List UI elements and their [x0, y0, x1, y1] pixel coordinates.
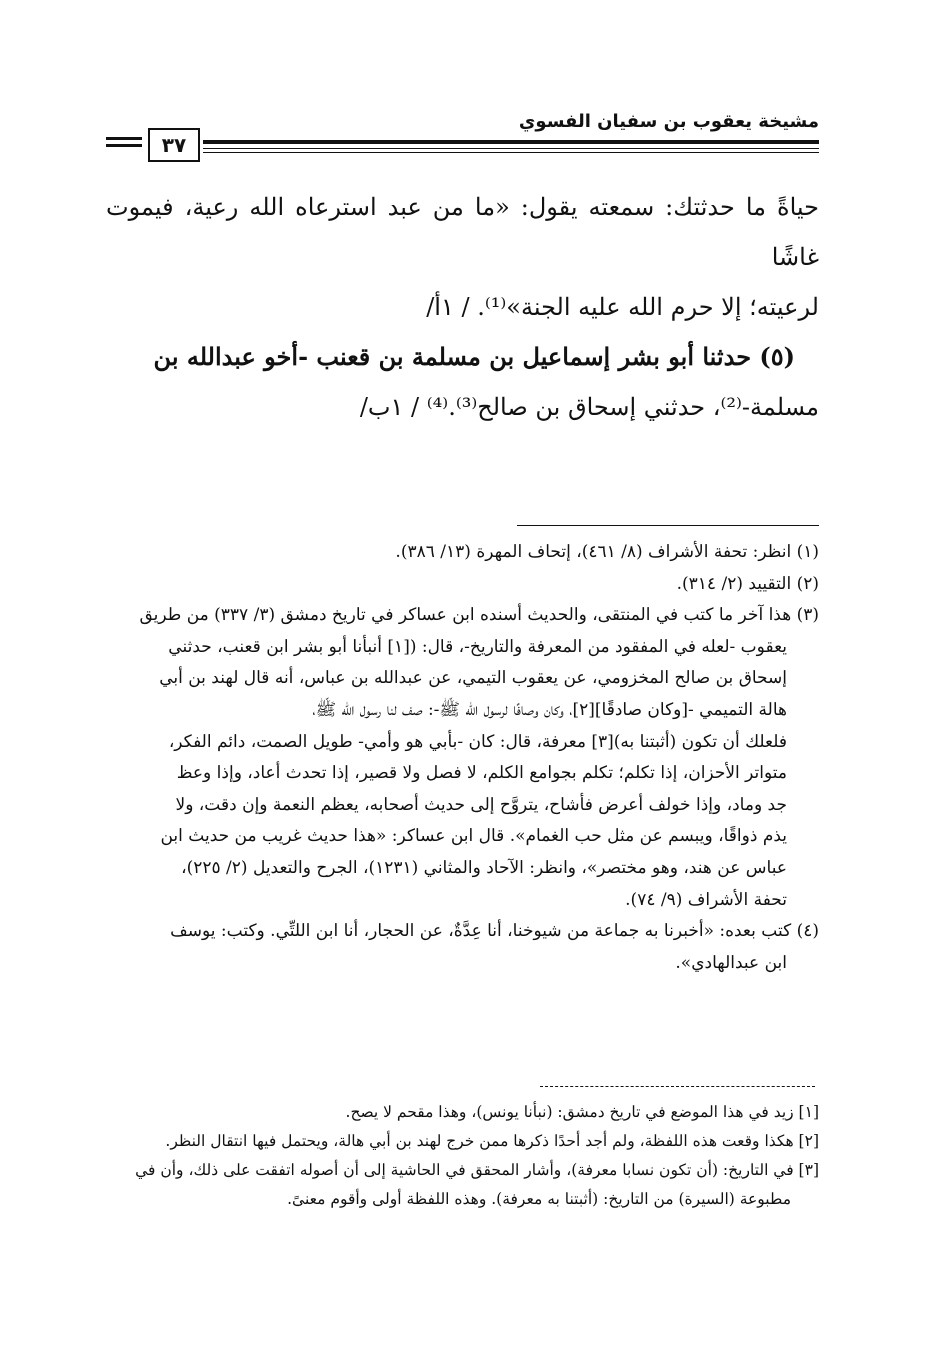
- footnote-3-line: عباس عن هند، وهو مختصر»، وانظر: الآحاد والمثاني (١٢٣١)، الجرح والتعديل (٢/ ٢٢٥)،: [181, 857, 787, 878]
- footnote-3-line: فلعلك أن تكون (أثبتنا به)[٣] معرفة، قال: كان -بأبي هو وأمي- طويل الصمت، دائم الفكر،: [168, 731, 787, 752]
- subnote-3: [٣] في التاريخ: (أن تكون نسابا معرفة)، وأشار المحقق في الحاشية إلى أن أصوله اتفقت على ذلك، وأن في: [135, 1161, 819, 1179]
- page-number-ornament: [106, 137, 142, 151]
- footnote-3-line: جد وماد، وإذا خولف أعرض فأشاح، يتروَّح إلى حديث أصحابه، يعظم النعمة وإن دقت، ولا: [175, 794, 787, 815]
- footnotes: [106, 537, 819, 979]
- footnote-3-line: يذم ذواقًا، ويبسم عن مثل حب الغمام». قال ابن عساكر: «هذا حديث غريب من حديث ابن: [160, 826, 787, 847]
- footnote-1: (١) انظر: تحفة الأشراف (٨/ ٤٦١)، إتحاف المهرة (١٣/ ٣٨٦).: [395, 542, 819, 562]
- footnote-3-line: هالة التميمي -[وكان صادقًا][٢]، وكان وصافًا لرسول الله ﷺ-: صف لنا رسول الله ﷺ،: [312, 699, 787, 720]
- footnote-4-line: ابن عبدالهادي».: [675, 952, 787, 973]
- header-rule-thin: [203, 148, 819, 149]
- subnote-separator: [540, 1086, 815, 1087]
- footnote-3-line: إسحاق بن صالح المخزومي، عن يعقوب التيمي، عن عبدالله بن عباس، أنه قال لهند بن أبي: [159, 668, 787, 689]
- running-title: مشيخة يعقوب بن سفيان الفسوي: [518, 111, 819, 132]
- page-number: ٣٧: [148, 128, 200, 162]
- header-rule-thin-2: [203, 152, 819, 153]
- footnote-3-line: يعقوب -لعله في المفقود من المعرفة والتاريخ-، قال: ([١] أنبأنا أبو بشر ابن قعنب، حدثني: [168, 636, 787, 657]
- footnote-4: (٤) كتب بعده: «أخبرنا به جماعة من شيوخنا، أنا عِدَّةٌ، عن الحجار، أنا ابن اللتِّي. وكتب: يوسف: [170, 921, 819, 942]
- main-text: [106, 182, 819, 432]
- main-line: لرعيته؛ إلا حرم الله عليه الجنة»⁽¹⁾. / ١أ/: [426, 293, 819, 321]
- footnote-2: (٢) التقييد (٢/ ٣١٤).: [676, 573, 819, 594]
- header-rule: [203, 140, 819, 144]
- editor-subnotes: [106, 1098, 819, 1214]
- hadith-5-line: مسلمة-⁽²⁾، حدثني إسحاق بن صالح⁽³⁾.⁽⁴⁾ / ١ب/: [359, 393, 819, 421]
- hadith-5-line: (٥) حدثنا أبو بشر إسماعيل بن مسلمة بن قعنب -أخو عبدالله بن: [153, 342, 795, 371]
- subnote-3-line: مطبوعة (السيرة) من التاريخ: (أثبتنا به معرفة). وهذه اللفظة أولى وأقوم معنىً.: [287, 1190, 791, 1208]
- footnote-3-line: تحفة الأشراف (٩/ ٧٤).: [625, 889, 787, 910]
- footnote-3: (٣) هذا آخر ما كتب في المنتقى، والحديث أسنده ابن عساكر في تاريخ دمشق (٣/ ٣٣٧) من طريق: [139, 605, 819, 626]
- footnote-3-line: متواتر الأحزان، إذا تكلم؛ تكلم بجوامع الكلم، لا فصل ولا قصير، إذا تحدث أعاد، وإذا وعظ: [176, 763, 787, 784]
- subnote-1: [١] زيد في هذا الموضع في تاريخ دمشق: (نبأنا يونس)، وهذا مقحم لا يصح.: [345, 1103, 819, 1121]
- main-line: حياةً ما حدثتك: سمعته يقول: «ما من عبد استرعاه الله رعية، فيموت غاشًا: [106, 193, 819, 271]
- footnote-separator: [517, 525, 819, 526]
- subnote-2: [٢] هكذا وقعت هذه اللفظة، ولم أجد أحدًا ذكرها ممن خرج لهند بن أبي هالة، ويحتمل فيها انتقال النظر.: [165, 1132, 819, 1150]
